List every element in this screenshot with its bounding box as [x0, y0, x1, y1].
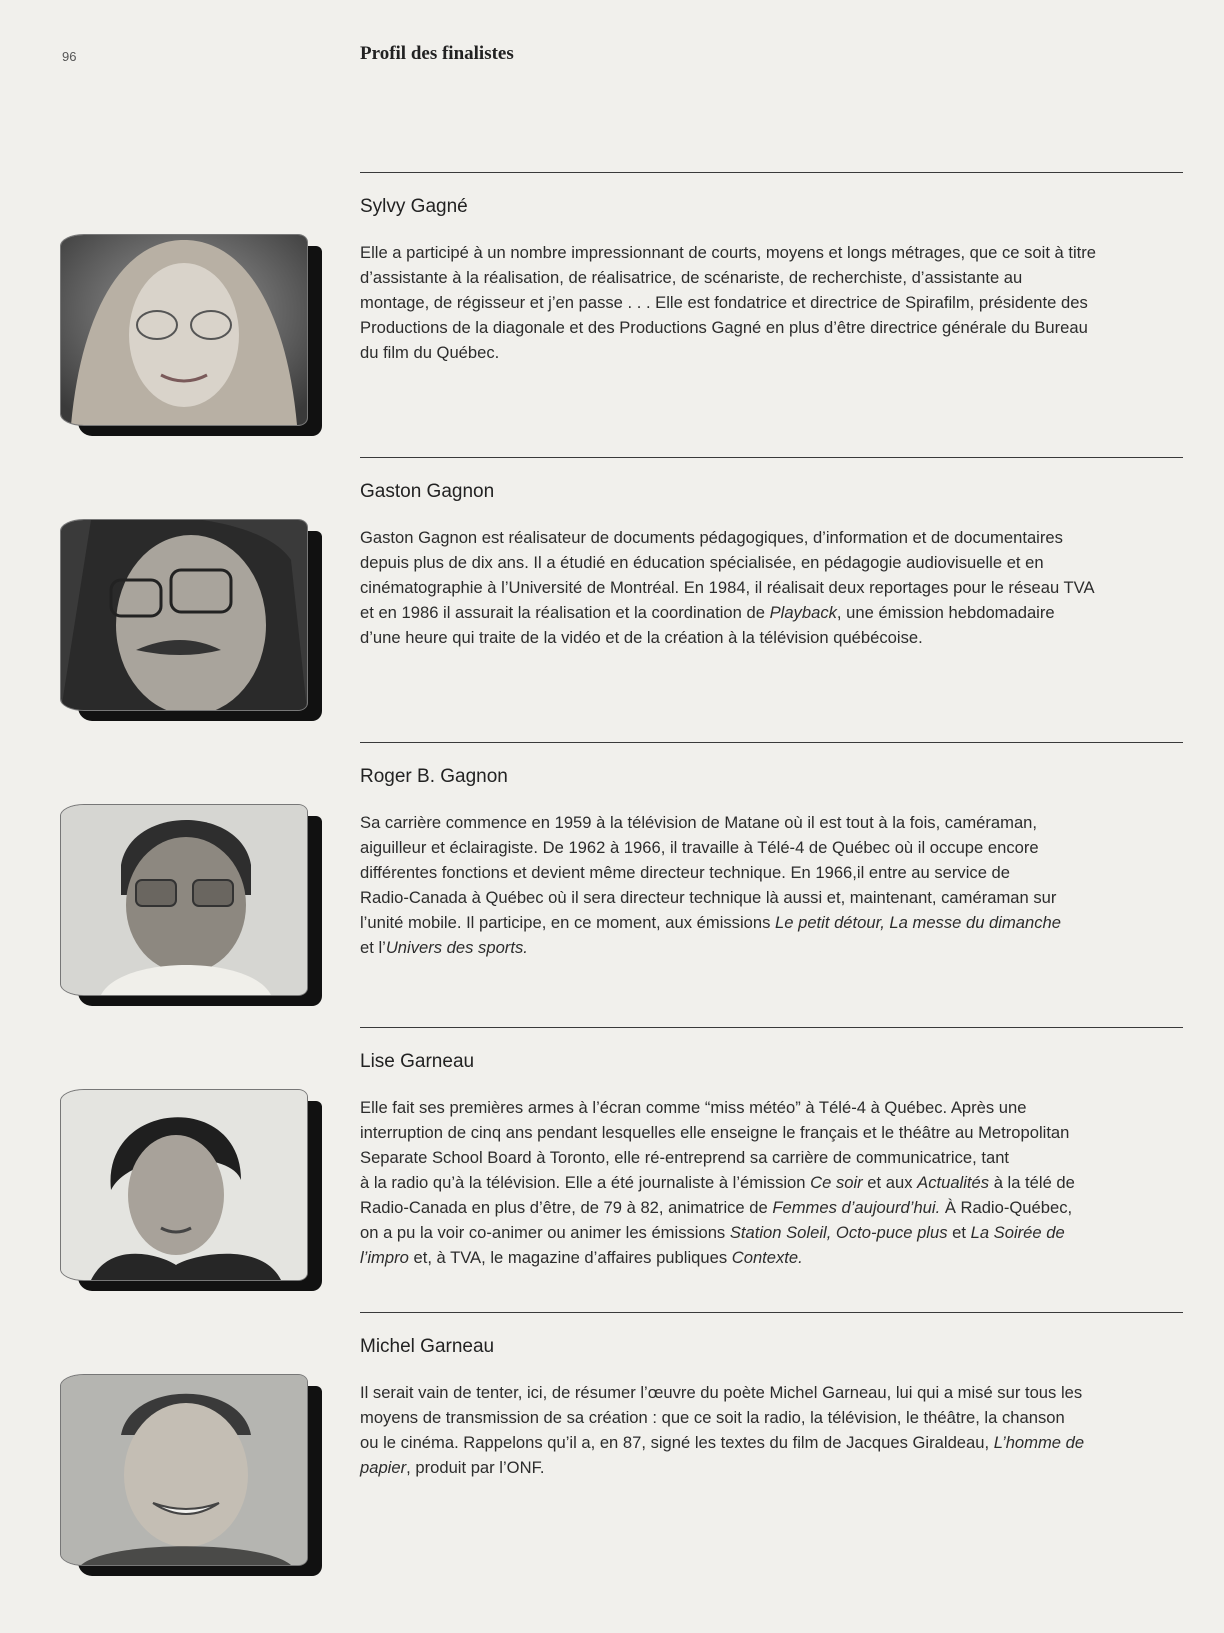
bio-line: Elle a participé à un nombre impressionnant de courts, moyens et longs métrages, que ce soit à titre [360, 243, 1097, 262]
bio-line: Gaston Gagnon est réalisateur de documents pédagogiques, d’information et de documentaires [360, 528, 1063, 547]
running-head: Profil des finalistes [360, 43, 514, 64]
bio-line: cinématographie à l’Université de Montréal. En 1984, il réalisait deux reportages pour le réseau TVA [360, 578, 1095, 597]
bio-line: , produit par l’ONF. [406, 1458, 545, 1477]
bio-title-italic: l’impro [360, 1248, 409, 1267]
bio-line: Separate School Board à Toronto, elle ré-entreprend sa carrière de communicatrice, tant [360, 1148, 1010, 1167]
bio-line: montage, de régisseur et j’en passe . . . Elle est fondatrice et directrice de Spirafilm, présidente des [360, 293, 1088, 312]
bio-line: Radio-Canada à Québec où il sera directeur technique là aussi et, maintenant, caméraman sur [360, 888, 1057, 907]
bio-line: à la télé de [989, 1173, 1075, 1192]
bio-line: et aux [862, 1173, 918, 1192]
portrait-photo-icon [60, 519, 322, 721]
bio-line: et en 1986 il assurait la réalisation et la coordination de [360, 603, 770, 622]
divider-rule [360, 1027, 1183, 1028]
profile-bio [360, 1095, 1182, 1270]
profile-sylvy-gagne [0, 172, 1224, 457]
profile-name: Sylvy Gagné [360, 196, 468, 217]
bio-line: et, à TVA, le magazine d’affaires publiques [408, 1248, 732, 1267]
page-number: 96 [62, 49, 77, 64]
bio-line: ou le cinéma. Rappelons qu’il a, en 87, signé les textes du film de Jacques Giraldeau, [360, 1433, 994, 1452]
portrait-photo-icon [60, 1089, 322, 1291]
bio-line: Radio-Canada en plus d’être, de 79 à 82, animatrice de [360, 1198, 773, 1217]
profile-bio [360, 810, 1182, 960]
bio-line: moyens de transmission de sa création : que ce soit la radio, la télévision, le théâtre, la chanson [360, 1408, 1065, 1427]
bio-line: et l’ [360, 938, 386, 957]
portrait-photo [60, 1089, 308, 1281]
portrait-photo [60, 1374, 308, 1566]
divider-rule [360, 1312, 1183, 1313]
bio-line: d’une heure qui traite de la vidéo et de la création à la télévision québécoise. [360, 628, 923, 647]
bio-title-italic: Le petit détour, La messe du dimanche [775, 913, 1061, 932]
bio-title-italic: Playback [769, 603, 837, 622]
bio-line: Productions de la diagonale et des Productions Gagné en plus d’être directrice générale du Bureau [360, 318, 1088, 337]
divider-rule [360, 742, 1183, 743]
bio-title-italic: Actualités [917, 1173, 990, 1192]
bio-line: et [947, 1223, 971, 1242]
bio-line: différentes fonctions et devient même directeur technique. En 1966,il entre au service de [360, 863, 1011, 882]
bio-title-italic: La Soirée de [970, 1223, 1065, 1242]
portrait-photo-icon [60, 234, 322, 436]
profile-lise-garneau [0, 1027, 1224, 1312]
bio-line: À Radio-Québec, [940, 1198, 1073, 1217]
profile-michel-garneau [0, 1312, 1224, 1597]
bio-title-italic: papier [360, 1458, 407, 1477]
bio-line: , une émission hebdomadaire [836, 603, 1055, 622]
bio-line: l’unité mobile. Il participe, en ce moment, aux émissions [360, 913, 776, 932]
portrait-photo [60, 234, 308, 426]
bio-title-italic: Station Soleil, Octo-puce plus [729, 1223, 948, 1242]
bio-line: interruption de cinq ans pendant lesquelles elle enseigne le français et le théâtre au Metropolitan [360, 1123, 1070, 1142]
bio-title-italic: L’homme de [993, 1433, 1085, 1452]
bio-line: depuis plus de dix ans. Il a étudié en éducation spécialisée, en pédagogie audiovisuelle et en [360, 553, 1044, 572]
portrait-photo-icon [60, 804, 322, 1006]
bio-line: Sa carrière commence en 1959 à la télévision de Matane où il est tout à la fois, caméraman, [360, 813, 1038, 832]
bio-title-italic: Contexte. [731, 1248, 803, 1267]
bio-line: on a pu la voir co-animer ou animer les émissions [360, 1223, 730, 1242]
portrait-photo-icon [60, 1374, 322, 1576]
profile-roger-b-gagnon [0, 742, 1224, 1027]
profile-name: Lise Garneau [360, 1051, 475, 1072]
profile-name: Michel Garneau [360, 1336, 495, 1357]
profile-bio [360, 525, 1182, 650]
profile-gaston-gagnon [0, 457, 1224, 742]
divider-rule [360, 457, 1183, 458]
portrait-photo [60, 804, 308, 996]
profile-bio [360, 1380, 1182, 1480]
bio-line: à la radio qu’à la télévision. Elle a été journaliste à l’émission [360, 1173, 811, 1192]
profile-name: Roger B. Gagnon [360, 766, 508, 787]
bio-line: d’assistante à la réalisation, de réalisatrice, de scénariste, de recherchiste, d’assistante au [360, 268, 1023, 287]
divider-rule [360, 172, 1183, 173]
bio-title-italic: Univers des sports. [385, 938, 528, 957]
bio-line: aiguilleur et éclairagiste. De 1962 à 1966, il travaille à Télé-4 de Québec où il occupe encore [360, 838, 1039, 857]
portrait-photo [60, 519, 308, 711]
profile-bio [360, 240, 1182, 365]
bio-line: Elle fait ses premières armes à l’écran comme “miss météo” à Télé-4 à Québec. Après une [360, 1098, 1027, 1117]
bio-title-italic: Ce soir [810, 1173, 863, 1192]
profile-name: Gaston Gagnon [360, 481, 495, 502]
bio-title-italic: Femmes d’aujourd’hui. [772, 1198, 941, 1217]
bio-line: du film du Québec. [360, 343, 500, 362]
bio-line: Il serait vain de tenter, ici, de résumer l’œuvre du poète Michel Garneau, lui qui a misé sur tous les [360, 1383, 1083, 1402]
